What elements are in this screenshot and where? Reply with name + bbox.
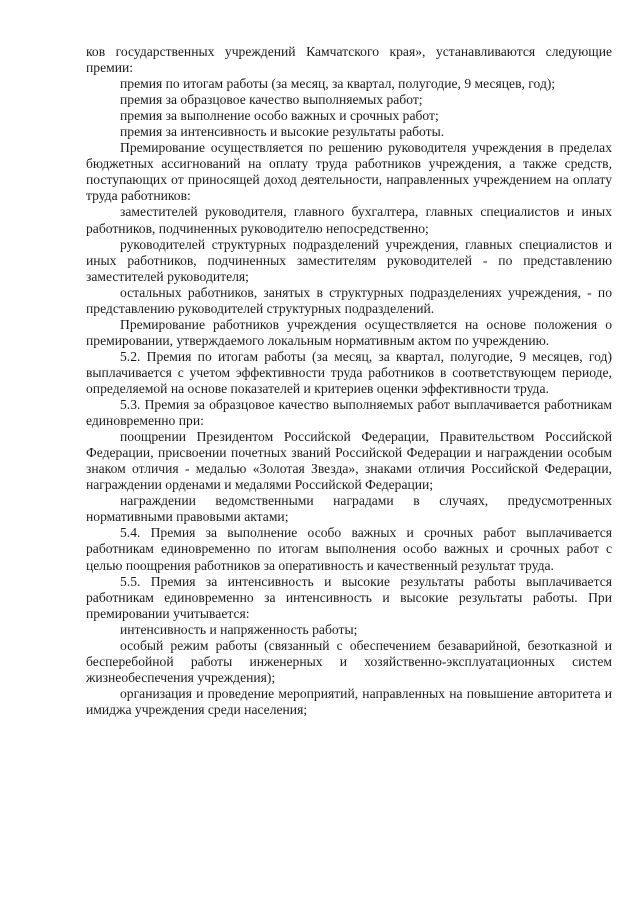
paragraph-continuation: ков государственных учреждений Камчатского края», устанавливаются следующие премии: xyxy=(86,44,612,76)
list-item-departmental-award: награждении ведомственными наградами в случаях, предусмотренных нормативными правовыми актами; xyxy=(86,493,612,525)
list-item-bonus-quality: премия за образцовое качество выполняемых работ; xyxy=(120,92,423,108)
document-page xyxy=(86,44,612,718)
list-item-other-staff: остальных работников, занятых в структурных подразделениях учреждения, - по представлению руководителей структурных подразделений. xyxy=(86,284,612,316)
list-item-deputies: заместителей руководителя, главного бухгалтера, главных специалистов и иных работников, подчиненных руководителю непосредственно; xyxy=(86,204,612,236)
paragraph-bonus-decision: Премирование осуществляется по решению руководителя учреждения в пределах бюджетных ассигнований на оплату труда работников учреждения, а также средств, поступающих от приносящей доход деятельности, направленных учреждением на оплату труда работников: xyxy=(86,140,612,204)
list-item-bonus-period: премия по итогам работы (за месяц, за квартал, полугодие, 9 месяцев, год); xyxy=(120,76,556,92)
list-item-bonus-urgent: премия за выполнение особо важных и срочных работ; xyxy=(120,108,439,124)
paragraph-5-2: 5.2. Премия по итогам работы (за месяц, за квартал, полугодие, 9 месяцев, год) выплачивается с учетом эффективности труда работников в соответствующем периоде, определяемой на основе показателей и критериев оценки эффективности труда. xyxy=(86,348,612,396)
list-item-intensity: интенсивность и напряженность работы; xyxy=(120,621,358,637)
list-item-president-award: поощрении Президентом Российской Федерации, Правительством Российской Федерации, присвоении почетных званий Российской Федерации и награждении особым знаком отличия - медалью «Золотая Звезда», знаками отличия Российской Федерации, награждении орденами и медалями Российской Федерации; xyxy=(86,429,612,493)
paragraph-5-3: 5.3. Премия за образцовое качество выполняемых работ выплачивается работникам единовременно при: xyxy=(86,397,612,429)
list-item-events: организация и проведение мероприятий, направленных на повышение авторитета и имиджа учреждения среди населения; xyxy=(86,685,612,717)
list-item-special-mode: особый режим работы (связанный с обеспечением безаварийной, безотказной и бесперебойной работы инженерных и хозяйственно-эксплуатационных систем жизнеобеспечения учреждения); xyxy=(86,637,612,685)
list-item-bonus-intensity: премия за интенсивность и высокие результаты работы. xyxy=(120,124,445,140)
paragraph-5-4: 5.4. Премия за выполнение особо важных и срочных работ выплачивается работникам единовременно по итогам выполнения особо важных и срочных работ с целью поощрения работников за оперативность и качественный результат труда. xyxy=(86,525,612,573)
paragraph-bonus-regulation: Премирование работников учреждения осуществляется на основе положения о премировании, утверждаемого локальным нормативным актом по учреждению. xyxy=(86,316,612,348)
paragraph-5-5: 5.5. Премия за интенсивность и высокие результаты работы выплачивается работникам единовременно за интенсивность и высокие результаты работы. При премировании учитывается: xyxy=(86,573,612,621)
list-item-division-heads: руководителей структурных подразделений учреждения, главных специалистов и иных работников, подчиненных заместителям руководителей - по представлению заместителей руководителя; xyxy=(86,236,612,284)
